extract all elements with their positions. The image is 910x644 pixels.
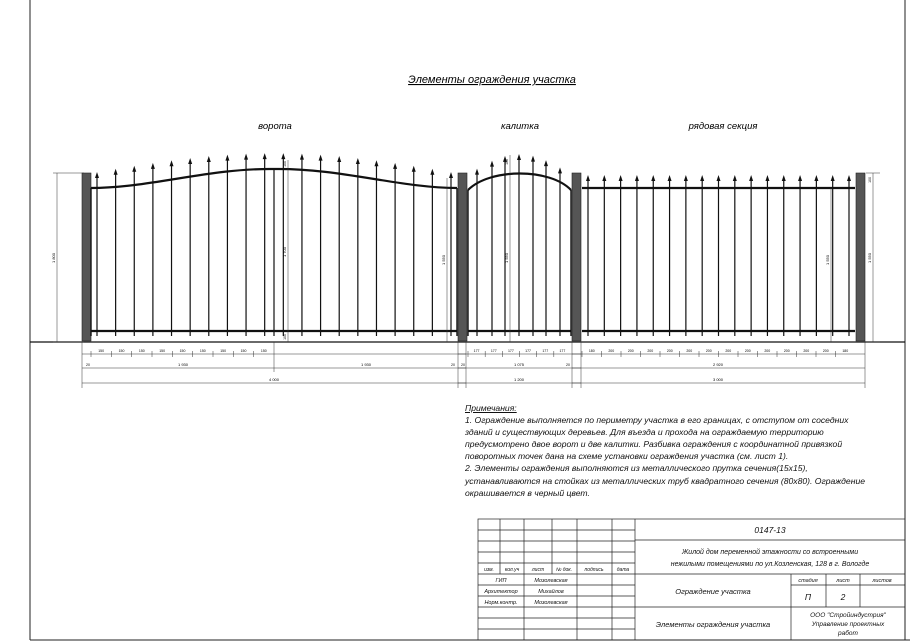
dim-pitch-label: 200	[647, 349, 654, 353]
dim-row-total: 3 000	[712, 377, 724, 382]
bar-spike	[151, 163, 155, 169]
bar-spike	[188, 158, 192, 164]
bar-spike	[374, 160, 378, 166]
dim-pitch-label: 150	[220, 349, 227, 353]
post	[82, 173, 91, 341]
dim-wicket-top-gap: 100	[505, 159, 509, 165]
dim-pitch-label: 177	[525, 349, 532, 353]
stamp-project-line-1: Жилой дом переменной этажности со встроенными	[681, 549, 859, 556]
pitch-labels	[91, 349, 848, 357]
stamp-header-cell: дата	[616, 567, 630, 573]
dim-gate-top-gap: 100	[283, 161, 287, 167]
dim-wicket-side-gap-left: 20	[461, 363, 465, 367]
label-wicket: калитка	[501, 121, 539, 132]
bar-spike	[490, 161, 494, 167]
dim-pitch-label: 200	[803, 349, 810, 353]
wicket-bars	[475, 154, 562, 336]
dim-gate-edge-height: 1 550	[441, 254, 446, 266]
dim-pitch-label: 180	[588, 349, 595, 353]
bar-spike	[558, 167, 562, 173]
notes-line: 1. Ограждение выполняется по периметру участка в его границах, с отступом от соседних	[465, 415, 849, 426]
bar-spike	[132, 166, 136, 172]
stamp-role: ГИП	[495, 578, 507, 584]
post	[572, 173, 581, 341]
dim-gate-leaf-right: 1 930	[360, 362, 372, 367]
bar-spike	[412, 166, 416, 172]
bar-spike	[319, 155, 323, 161]
bar-spike	[814, 175, 818, 181]
bar-spike	[170, 160, 174, 166]
stamp-person-name: Мозолевская	[534, 600, 568, 606]
dim-pitch-label: 200	[666, 349, 673, 353]
notes-line: устанавливаются на стойках из металлических труб квадратного сечения (80x80). Ограждение	[465, 475, 865, 486]
notes-line: 2. Элементы ограждения выполняются из металлического прутка сечения(15x15),	[465, 463, 808, 474]
bar-spike	[225, 155, 229, 161]
notes-heading: Примечания:	[465, 403, 517, 413]
bar-spike	[356, 158, 360, 164]
dim-pitch-label: 177	[490, 349, 497, 353]
dim-gate-side-gap-right: 20	[451, 363, 455, 367]
dim-pitch-label: 150	[118, 349, 125, 353]
bar-spike	[393, 163, 397, 169]
dim-total-height: 1 800	[51, 252, 56, 264]
stamp-org-line-1: ООО "Стройиндустрия"	[810, 612, 886, 619]
dim-bottom-gap: 100	[283, 334, 287, 340]
stamp-role: Норм.контр.	[484, 600, 518, 606]
label-row-section: рядовая секция	[688, 121, 758, 132]
dim-pitch-label: 200	[764, 349, 771, 353]
bar-spike	[263, 153, 267, 159]
dim-pitch-label: 200	[783, 349, 790, 353]
stamp-stage-label: стадия	[798, 578, 818, 584]
bar-spike	[668, 175, 672, 181]
dim-pitch-label: 150	[240, 349, 247, 353]
stamp-header-cell: подпись	[584, 567, 604, 573]
bar-spike	[651, 175, 655, 181]
stamp-header-cell: № док.	[555, 567, 573, 573]
row-bars	[586, 175, 851, 336]
dim-gate-leaf-left: 1 930	[177, 362, 189, 367]
post	[856, 173, 865, 341]
dim-pitch-label: 200	[725, 349, 732, 353]
notes-block	[465, 402, 890, 499]
dim-pitch-label: 150	[199, 349, 206, 353]
stamp-sheet-name: Элементы ограждения участка	[655, 620, 771, 629]
dim-wicket-total: 1 200	[513, 377, 525, 382]
bar-spike	[207, 156, 211, 162]
bar-spike	[300, 154, 304, 160]
stamp-org-line-2: Управление проектных	[811, 621, 885, 628]
gate-frame	[91, 169, 457, 336]
notes-line: окрашивается в черный цвет.	[465, 487, 590, 498]
drawing-title: Элементы ограждения участка	[408, 74, 576, 86]
bar-spike	[700, 175, 704, 181]
bar-spike	[684, 175, 688, 181]
stamp-header-cell: лист	[531, 567, 545, 573]
bar-spike	[544, 160, 548, 166]
bar-spike	[717, 175, 721, 181]
stamp-stage-value: П	[804, 592, 812, 602]
dim-gate-mid-height: 1 700	[282, 246, 287, 258]
bar-spike	[244, 154, 248, 160]
bar-spike	[337, 156, 341, 162]
dim-pitch-label: 180	[842, 349, 849, 353]
stamp-person-name: Мозолевская	[534, 578, 568, 584]
stamp-code: 0147-13	[754, 525, 786, 535]
stamp-person-name: Михайлов	[538, 589, 564, 595]
dim-pitch-label: 150	[138, 349, 145, 353]
stamp-header-cell: изм.	[484, 567, 494, 573]
stamp-role: Архитектор	[484, 589, 518, 595]
dim-pitch-label: 200	[822, 349, 829, 353]
bar-spike	[531, 156, 535, 162]
dim-pitch-label: 200	[608, 349, 615, 353]
stamp-org-line-3: работ	[838, 630, 858, 637]
bar-spike	[430, 169, 434, 175]
dim-wicket-height: 1 550	[504, 252, 509, 264]
dim-pitch-label: 150	[98, 349, 105, 353]
bar-spike	[586, 175, 590, 181]
bar-spike	[95, 172, 99, 178]
bar-spike	[635, 175, 639, 181]
bar-spike	[517, 154, 521, 160]
bar-spike	[619, 175, 623, 181]
dim-wicket-leaf: 1 075	[513, 362, 525, 367]
dim-pitch-label: 200	[686, 349, 693, 353]
bar-spike	[281, 153, 285, 159]
stamp-sheets-label: листов	[872, 578, 892, 584]
dim-pitch-label: 200	[705, 349, 712, 353]
bar-spike	[114, 169, 118, 175]
dim-row-inner: 2 920	[712, 362, 724, 367]
dim-gate-side-gap-left: 20	[86, 363, 90, 367]
notes-line: зданий и существующих деревьев. Для въезда и прохода на ограждаемую территорию	[465, 427, 824, 438]
dim-row-height-right: 1 550	[867, 252, 872, 264]
bar-spike	[475, 169, 479, 175]
dim-row-top-gap: 100	[868, 177, 872, 183]
bar-spike	[782, 175, 786, 181]
dim-pitch-label: 150	[179, 349, 186, 353]
notes-line: предусмотрено двое ворот и две калитки. Разбивка ограждения с координатной привязкой	[465, 439, 843, 450]
stamp-sheet-value: 2	[840, 592, 846, 602]
stamp-sheet-label: лист	[836, 578, 850, 584]
dim-pitch-label: 177	[473, 349, 480, 353]
dim-pitch-label: 200	[627, 349, 634, 353]
bar-spike	[449, 172, 453, 178]
dim-row-height: 1 550	[825, 254, 830, 266]
bar-spike	[798, 175, 802, 181]
stamp-people	[483, 578, 567, 606]
stamp-header-cell: кол.уч	[504, 567, 520, 573]
dim-pitch-label: 177	[507, 349, 514, 353]
post	[458, 173, 467, 341]
stamp-headers	[484, 567, 629, 573]
dim-pitch-label: 177	[559, 349, 566, 353]
notes-line: поворотных точек дана на схеме установки ограждения участка (см. лист 1).	[465, 451, 789, 462]
bar-spike	[749, 175, 753, 181]
dim-pitch-label: 177	[542, 349, 549, 353]
bar-spike	[602, 175, 606, 181]
dim-wicket-side-gap-right: 20	[566, 363, 570, 367]
stamp-section-name: Ограждение участка	[675, 587, 751, 596]
bar-spike	[765, 175, 769, 181]
dim-pitch-label: 200	[744, 349, 751, 353]
dim-pitch-label: 150	[159, 349, 166, 353]
dim-pitch-label: 150	[260, 349, 267, 353]
dim-gate-total: 4 000	[268, 377, 280, 382]
bar-spike	[847, 175, 851, 181]
bar-spike	[733, 175, 737, 181]
stamp-project-line-2: нежилыми помещениями по ул.Козленская, 128 в г. Вологде	[670, 561, 870, 568]
label-gate: ворота	[258, 121, 292, 132]
bar-spike	[831, 175, 835, 181]
